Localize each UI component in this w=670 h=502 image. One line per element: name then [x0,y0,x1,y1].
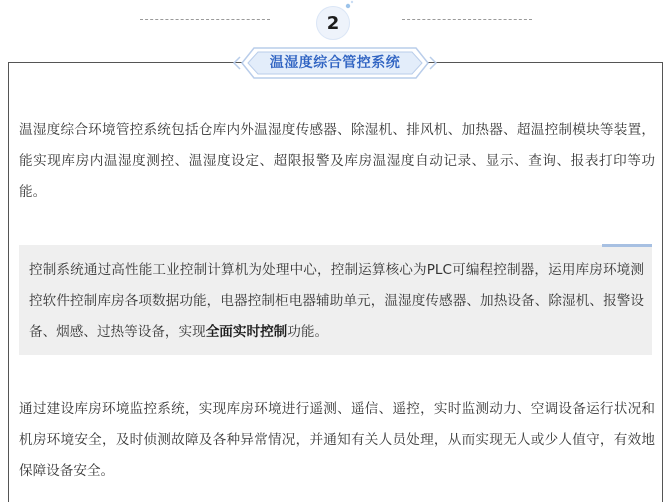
note-text-part-2: 功能。 [287,324,329,340]
dotted-rule-left [140,19,270,20]
paragraph-monitoring: 通过建设库房环境监控系统，实现库房环境进行遥测、遥信、遥控，实时监测动力、空调设备运行状况和机房环境安全，及时侦测故障及各种异常情况，并通知有关人员处理，从而实现无人或少人值守，有效地保障设备安全。 [19,401,655,479]
section-title-badge [232,46,438,80]
note-text [29,255,644,348]
section-title: 温湿度综合管控系统 [269,55,401,71]
note-accent-bar [602,244,652,247]
sparkle-icon [342,0,354,12]
note-text-part-1: 控制系统通过高性能工业控制计算机为处理中心，控制运算核心为PLC可编程控制器，运用库房环境测控软件控制库房各项数据功能，电器控制柜电器辅助单元，温湿度传感器、加热设备、除湿机、报警设备、烟感、过热等设备，实现 [29,262,644,340]
dotted-rule-right [402,19,532,20]
highlight-note [19,245,652,355]
note-text-emphasis: 全面实时控制 [205,324,288,340]
step-number: 2 [326,12,340,34]
paragraph-intro: 温湿度综合环境管控系统包括仓库内外温湿度传感器、除湿机、排风机、加热器、超温控制模块等装置，能实现库房内温湿度测控、温湿度设定、超限报警及库房温湿度自动记录、显示、查询、报表打印等功能。 [19,122,655,200]
